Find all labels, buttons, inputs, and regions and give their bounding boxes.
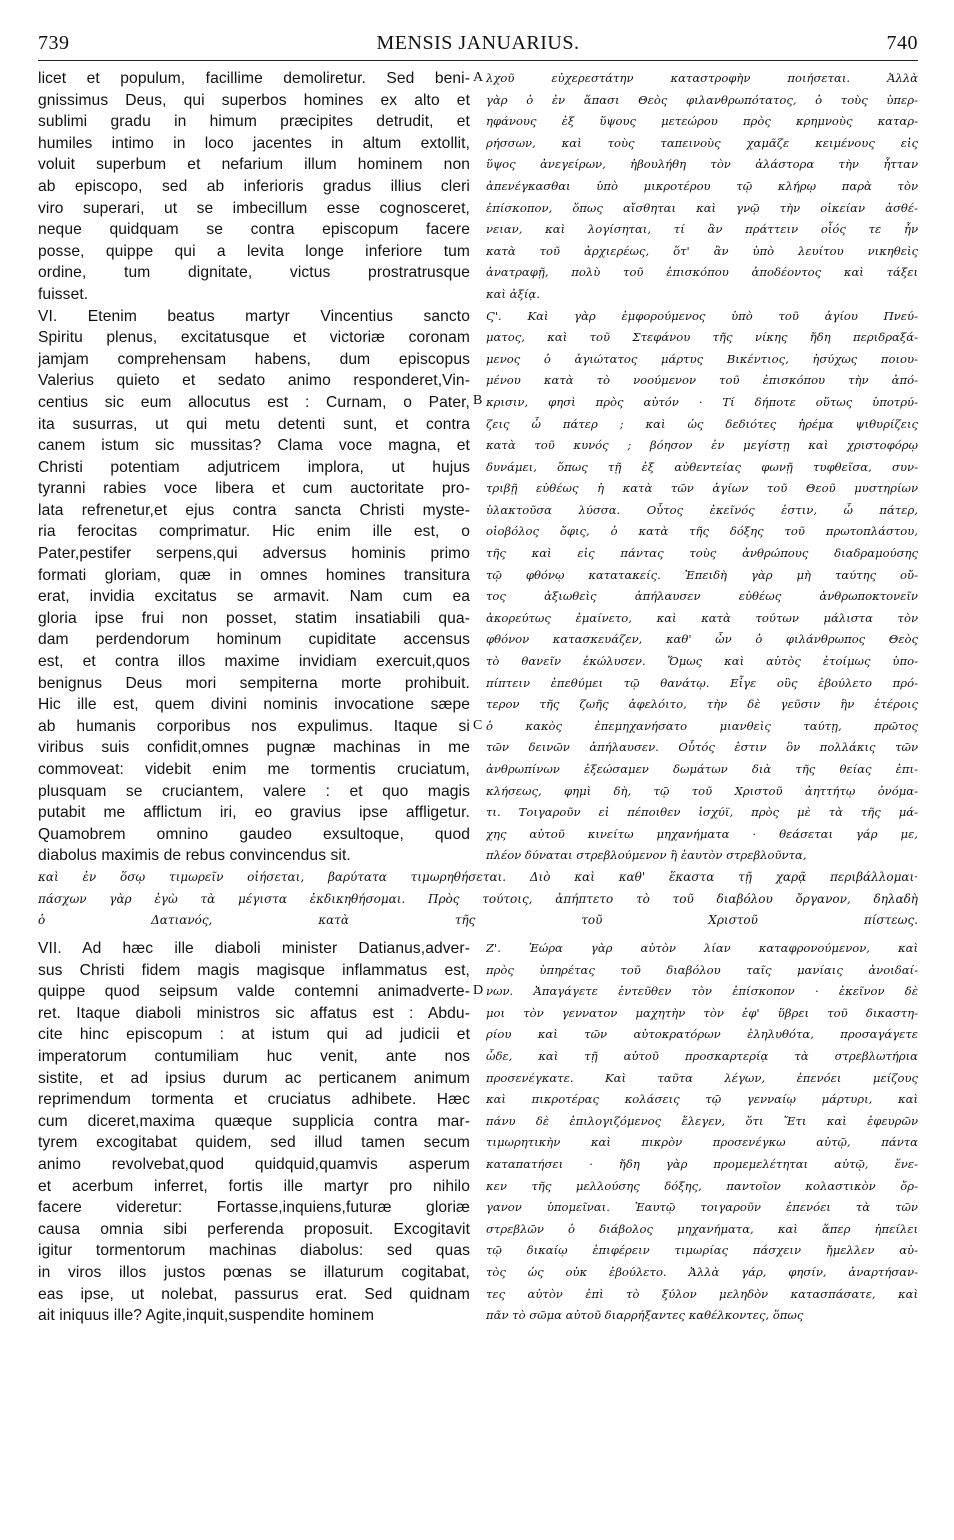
greek-text-line: ρήσσων, καὶ τοὺς ταπεινοὺς χαμᾶζε κειμένους εἰς	[486, 135, 918, 150]
greek-text-line: Ζ'. Ἑώρα γὰρ αὐτὸν λίαν καταφρονούμενον, καὶ	[486, 941, 918, 955]
running-header	[38, 32, 918, 58]
greek-column-top	[486, 68, 918, 867]
latin-text-line: neque quidquam se contra episcopum facere	[38, 221, 470, 239]
latin-text-line: cum diceret,maxima quæque supplicia contra mar-	[38, 1112, 470, 1130]
latin-text-line: ab episcopo, sed ab inferioris gradus illius cleri	[38, 177, 470, 195]
latin-text-line: VII. Ad hæc ille diaboli minister Datianus,adver-	[38, 940, 470, 957]
latin-text-line: licet et populum, facillime demoliretur. Sed beni-	[38, 70, 470, 87]
greek-text-line: οἰοβόλος ὄφις, ὁ κατὰ τῆς δόξης τοῦ πρωτοπλάστου,	[486, 524, 918, 539]
page-number-left: 739	[38, 32, 70, 54]
latin-text-line: gloria ipse frui non posset, statim insatiabili qua-	[38, 609, 470, 627]
latin-text-line: canem istum sic mussitas? Clama voce magna, et	[38, 437, 470, 455]
greek-text-line: μοι τὸν γεννατον μαχητὴν τὸν ἐφ' ὕβρει τοῦ δικαστη-	[486, 1005, 918, 1020]
greek-text-line: καταπατήσει · ἤδη γὰρ προμεμελέτηται αὐτῷ, ἕνε-	[486, 1156, 918, 1171]
greek-text-line: τες αὐτὸν ἐπὶ τὸ ξύλον μεληδὸν κατασπάσατε, καὶ	[486, 1286, 918, 1301]
latin-column-top	[38, 68, 470, 867]
latin-text-line: viro superari, ut se imbecillum esse cognosceret,	[38, 199, 470, 217]
latin-text-line: Pater,pestifer serpens,qui adversus hominis primo	[38, 545, 470, 563]
greek-text-line: γὰρ ὁ ἐν ἅπασι Θεὸς φιλανθρωπότατος, ὁ τοὺς ὑπερ-	[486, 92, 918, 107]
latin-text-line: Quamobrem omnino gaudeo exsultoque, quod	[38, 825, 470, 843]
greek-text-line: τερον τῆς ζωῆς ἀφελόιτο, τὴν δὲ γεῦσιν ἣν ἑτέροις	[486, 697, 918, 712]
margin-marker-a: A	[473, 70, 484, 85]
latin-text-line: putabit me afflictum iri, eo gravius ipse affligetur.	[38, 804, 470, 822]
greek-text-line: τος ἀξιωθεὶς ἀπήλαυσεν εὐθέως ἀνθρωποκτονεῖν	[486, 589, 918, 604]
greek-text-line: Ϛ'. Καὶ γὰρ ἐμφορούμενος ὑπὸ τοῦ ἁγίου Πνεύ-	[486, 308, 918, 323]
greek-text-line: τῷ φθόνῳ κατατακείς. Ἐπειδὴ γὰρ μὴ ταύτης οὔ-	[486, 567, 918, 582]
greek-text-line: ἀκορεύτως ἐμαίνετο, καὶ κατὰ τούτων μάλιστα τὸν	[486, 610, 918, 625]
latin-text-line: sistite, et ad ipsius durum ac perticanem animum	[38, 1069, 470, 1087]
greek-text-line: ρίου καὶ τῶν αὐτοκρατόρων ἐληλυθότα, προσαγάγετε	[486, 1027, 918, 1042]
latin-text-line: ita susurras, ut qui metu detenti sunt, et contra	[38, 415, 470, 433]
latin-text-line: formati gloriam, quæ in omnes homines transitura	[38, 566, 470, 584]
greek-text-line: τῆς καὶ εἰς πάντας τοὺς ἀνθρώπους διαδραμούσης	[486, 546, 918, 561]
greek-text-line: κρισιν, φησὶ πρὸς αὐτόν · Τί δήποτε οὕτως ὑποτρύ-	[486, 394, 918, 409]
greek-text-line: τιμωρητικὴν καὶ πικρὸν προσενέγκω αὐτῷ, πάντα	[486, 1135, 918, 1150]
greek-text-line: κεν τῆς μελλούσης δόξης, παντοῖον κολαστικὸν ὄρ-	[486, 1178, 918, 1193]
greek-text-line: φθόνον κατασκευάζεν, καθ' ὧν ὁ φιλάνθρωπος Θεὸς	[486, 632, 918, 647]
latin-text-line: plusquam se cruciantem, valere : et quo magis	[38, 782, 470, 800]
greek-text-line: τὸ θανεῖν ἐκώλυσεν. Ὅμως καὶ αὐτὸς ἑτοίμως ὑπο-	[486, 654, 918, 669]
latin-text-line: tyranni rabies voce libera et cum auctoritate pro-	[38, 480, 470, 498]
latin-text-line: humiles intimo in loco jacentes in altum extollit,	[38, 134, 470, 152]
latin-text-line: Valerius quieto et sedato animo responderet,Vin-	[38, 372, 470, 390]
greek-text-line: ἀνατραφῇ, πολὺ τοῦ ἐπισκόπου ἀποδέοντος καὶ τάξει	[486, 265, 918, 280]
latin-text-line: quippe quod seipsum valde contemni animadverte-	[38, 983, 470, 1001]
latin-text-line: centius sic eum allocutus est : Curnam, o Pater,	[38, 393, 470, 411]
greek-text-line: ἀπενέγκασθαι ὑπὸ μικροτέρου τῷ κλήρῳ παρὰ τὸν	[486, 178, 918, 193]
greek-text-line: πρὸς ὑπηρέτας τοῦ διαβόλου ταῖς μανίαις ἀνοιδαί-	[486, 962, 918, 977]
latin-text-line: Spiritu plenus, excitatusque et victoriæ coronam	[38, 329, 470, 347]
greek-text-line: ἀνθρωπίνων ἐξεώσαμεν δωμάτων διὰ τῆς θείας ἐπι-	[486, 762, 918, 776]
latin-text-line: posse, quippe qui a levita longe inferiore tum	[38, 242, 470, 260]
greek-text-line: τῷ δικαίῳ ἐπιφέρειν τιμωρίας πάσχειν ἤμελλεν αὐ-	[486, 1243, 918, 1258]
latin-text-line: tyrem excogitabat quidem, sed illud tamen secum	[38, 1134, 470, 1152]
greek-text-line: ματος, καὶ τοῦ Στεφάνου τῆς νίκης ἤδη περιδραξά-	[486, 330, 918, 345]
latin-text-line: ordine, tum dignitate, victus prostratrusque	[38, 264, 470, 282]
latin-text-line: causa omnia sibi perferenda proposuit. Excogitavit	[38, 1220, 470, 1238]
latin-text-line: voluit superbum et nefarium illum hominem non	[38, 156, 470, 174]
greek-text-line: ὑλακτοῦσα λύσσα. Οὗτος ἐκεῖνός ἐστιν, ὦ πάτερ,	[486, 502, 918, 517]
greek-text-line: μενος ὁ ἁγιώτατος μάρτυς Βικέντιος, ἡσύχως ποιου-	[486, 351, 918, 366]
latin-text-line: Hic ille est, quem divini nominis invocatione sæpe	[38, 696, 470, 714]
latin-text-line: cite hinc episcopum : at istum qui ad judicii et	[38, 1026, 470, 1044]
latin-text-line: erat, invidia excitatus se armavit. Nam cum ea	[38, 588, 470, 606]
greek-text-line: ὁ κακὸς ἐπεμηχανήσατο μιανθεὶς ταύτῃ, πρῶτος	[486, 718, 918, 733]
latin-text-line: dam perdendorum hominum cupiditate accensus	[38, 631, 470, 649]
greek-text-line: ὧδε, καὶ τῇ αὐτοῦ προσκαρτερίᾳ τὰ στρεβλωτήρια	[486, 1048, 918, 1063]
latin-text-line: ait iniquus ille? Agite,inquit,suspendite hominem	[38, 1307, 375, 1325]
margin-marker-b: B	[473, 393, 483, 408]
latin-text-line: viribus suis confidit,omnes pugnæ machinas in me	[38, 739, 470, 757]
greek-text-line: τι. Τοιγαροῦν εἰ πέποιθεν ἰσχύϊ, πρὸς μὲ τὰ τῆς μά-	[486, 805, 918, 820]
greek-text-line: πάσχων γὰρ ἐγὼ τὰ μέγιστα ἐκδικηθήσομαι. Πρὸς τούτοις, ἀπήπτετο τὸ τοῦ διαβόλου ὄργανον, δηλαδὴ	[38, 891, 918, 906]
greek-text-line: προσενέγκατε. Καὶ ταῦτα λέγων, ἐπενόει μείζους	[486, 1070, 918, 1085]
header-rule	[38, 60, 918, 61]
latin-text-line: ab humanis corporibus nos expulimus. Itaque si	[38, 717, 470, 735]
greek-text-line: τῶν δεινῶν ἀπήλαυσεν. Οὗτός ἐστιν ὃν πολλάκις τῶν	[486, 740, 918, 755]
greek-text-line: τριβῇ εὐθέως ἡ κατὰ τῶν ἁγίων τοῦ Θεοῦ μυστηρίων	[486, 481, 918, 496]
greek-text-line: καὶ ἀξίᾳ.	[486, 286, 540, 301]
latin-text-line: et acerbum inferret, fortis ille martyr pro nihilo	[38, 1177, 470, 1195]
latin-text-line: reprimendum tormenta et cruciatus adhibete. Hæc	[38, 1091, 470, 1109]
greek-text-line: λχοῦ εὐχερεστάτην καταστροφὴν ποιήσεται. Ἀλλὰ	[486, 71, 918, 85]
latin-text-line: lata refrenetur,et ejus contra sancta Christi myste-	[38, 501, 470, 519]
greek-text-line: ζεις ὦ πάτερ ; καὶ ὡς δεδιότες ἠρέμα ψιθυρίζεις	[486, 416, 918, 431]
greek-text-line: ἐπίσκοπον, ὅπως αἴσθηται καὶ γνῷ τὴν οἰκείαν ἀσθέ-	[486, 200, 918, 215]
greek-text-line: πίπτειν ἐπεθύμει τῷ θανάτῳ. Εἶγε οὓς ἐβούλετο πρό-	[486, 675, 918, 690]
latin-text-line: sus Christi fidem magis magisque inflammatus est,	[38, 961, 470, 979]
margin-marker-c: C	[473, 718, 483, 733]
margin-marker-d: D	[473, 983, 484, 998]
latin-text-line: gnissimus Deus, qui superbos homines ex alto et	[38, 91, 470, 109]
greek-text-line: πᾶν τὸ σῶμα αὐτοῦ διαρρήξαντες καθέλκοντες, ὅπως	[486, 1308, 804, 1323]
greek-text-line: νειαν, καὶ λογίσηται, τί ἂν πράττειν οἷός τε ἦν	[486, 222, 918, 237]
greek-text-line: ὕψος ἀνεγείρων, ἠβουλήθη τὸν ἀλάστορα τὴν ἧτταν	[486, 157, 918, 172]
greek-text-line: πλέον δύναται στρεβλούμενον ἢ ἑαυτὸν στρεβλοῦντα,	[486, 848, 807, 863]
latin-text-line: est, et contra illos maxime invidiam exercuit,quos	[38, 653, 470, 671]
latin-text-line: imperatorum contumiliam huc venit, ante nos	[38, 1047, 470, 1065]
latin-text-line: sublimi gradu in himum præcipites detrudit, et	[38, 113, 470, 131]
greek-text-line: δυνάμει, ὅπως τῇ ἐξ αὐθεντείας φωνῇ τυφθεῖσα, συν-	[486, 459, 918, 474]
greek-full-width-passage	[38, 867, 918, 932]
latin-column-bottom	[38, 938, 470, 1327]
latin-text-line: ria ferocitas comprimatur. Hic enim ille est, o	[38, 523, 470, 541]
page-number-right: 740	[886, 32, 918, 54]
greek-text-line: πάνυ δὲ ἐπιλογιζόμενος ἔλεγεν, ὅτι Ἔτι καὶ ἐφευρῶν	[486, 1113, 918, 1128]
greek-text-line: στρεβλῶν ὁ διάβολος μηχανήματα, καὶ ἅπερ ἠπείλει	[486, 1221, 918, 1236]
greek-column-bottom	[486, 938, 918, 1327]
greek-text-line: νων. Ἀπαγάγετε ἐντεῦθεν τὸν ἐπίσκοπον · ἐκεῖνον δὲ	[486, 984, 918, 999]
greek-text-line: κατὰ τοῦ κυνός ; βόησον ἐν μεγίστῃ καὶ χριστοφόρῳ	[486, 438, 918, 453]
latin-text-line: eas ipse, ut nolebat, passurus erat. Sed quidnam	[38, 1285, 470, 1303]
greek-text-line: ηφάνους ἐξ ὕψους μετεώρου πρὸς κρημνοὺς καταρ-	[486, 114, 918, 129]
greek-text-line: καὶ ἐν ὅσῳ τιμωρεῖν οἰήσεται, βαρύτατα τιμωρηθήσεται. Διὸ καὶ καθ' ἕκαστα τῇ χαρᾷ περιβάλλομαι·	[38, 870, 918, 884]
greek-text-line: ὁ Δατιανός, κατὰ τῆς τοῦ Χριστοῦ πίστεως.	[38, 913, 918, 928]
greek-text-line: χης αὐτοῦ κινείτω μηχανήματα · θεάσεται γάρ με,	[486, 826, 918, 841]
page-title: MENSIS JANUARIUS.	[376, 32, 580, 54]
latin-text-line: igitur tormentorum machinas diabolus: sed quas	[38, 1242, 470, 1260]
latin-text-line: diabolus maximis de rebus convincendus sit.	[38, 847, 351, 865]
latin-text-line: jamjam comprehensam habens, dum episcopus	[38, 350, 470, 368]
latin-text-line: animo revolvebat,quod quidquid,quamvis asperum	[38, 1155, 470, 1173]
greek-text-line: μένου κατὰ τὸ νοούμενον τοῦ ἐπισκόπου τὴν ἀπό-	[486, 373, 918, 388]
latin-text-line: commoveat: videbit enim me tormentis cruciatum,	[38, 761, 470, 778]
latin-text-line: benignus Deus mori sempiterna morte prohibuit.	[38, 674, 470, 692]
greek-text-line: καὶ πικροτέρας κολάσεις τῷ γενναίῳ μάρτυρι, καὶ	[486, 1092, 918, 1107]
greek-text-line: τὸς ὡς οὐκ ἐβούλετο. Ἀλλὰ γάρ, φησίν, ἀναρτήσαν-	[486, 1264, 918, 1279]
greek-text-line: κλήσεως, φημὶ δὴ, τῷ τοῦ Χριστοῦ ἀηττήτῳ ὀνόμα-	[486, 783, 918, 798]
greek-text-line: κατὰ τοῦ ἀρχιερέως, ὅτ' ἂν ὑπὸ λευίτου νικηθεὶς	[486, 243, 918, 258]
latin-text-line: fuisset.	[38, 285, 89, 303]
greek-text-line: γανον ὑπομεῖναι. Ἑαυτῷ τοιγαροῦν ἐπενόει τὰ τῶν	[486, 1200, 918, 1215]
latin-text-line: VI. Etenim beatus martyr Vincentius sancto	[38, 307, 470, 325]
latin-text-line: facere videretur: Fortasse,inquiens,futuræ gloriæ	[38, 1199, 470, 1217]
latin-text-line: Christi potentiam adjutricem implora, ut hujus	[38, 458, 470, 476]
latin-text-line: ret. Itaque diaboli ministros sic affatus est : Abdu-	[38, 1004, 470, 1022]
latin-text-line: in viros illos justos pœnas se illaturum cogitabat,	[38, 1263, 470, 1281]
